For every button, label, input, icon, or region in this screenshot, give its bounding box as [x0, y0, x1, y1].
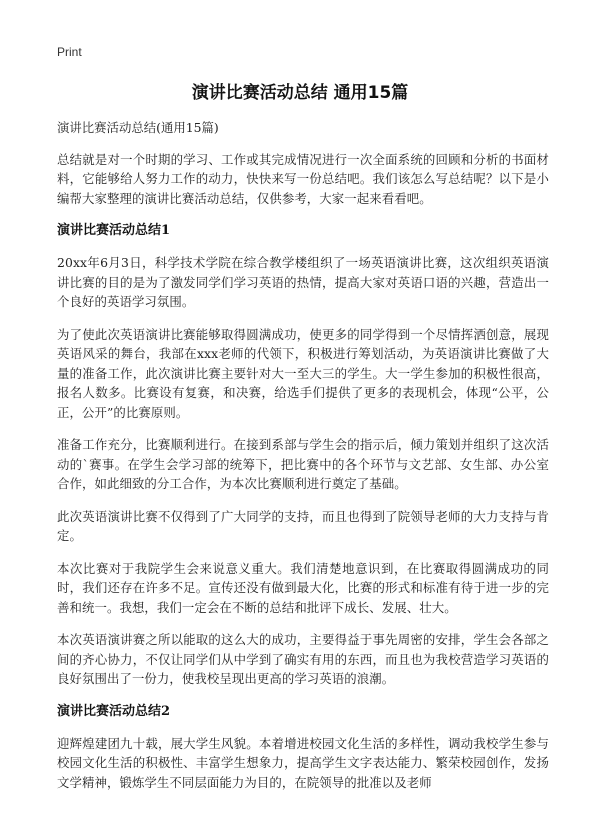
- section-paragraph: 此次英语演讲比赛不仅得到了广大同学的支持，而且也得到了院领导老师的大力支持与肯定。: [57, 508, 549, 543]
- article-body: [57, 118, 549, 805]
- section-paragraph: 为了使此次英语演讲比赛能够取得圆满成功，使更多的同学得到一个尽情挥洒创意，展现英语风采的舞台，我部在xxx老师的代领下，积极进行筹划活动，为英语演讲比赛做了大量的准备工作，此次演讲比赛主要针对大一至大三的学生。大一学生参加的积极性很高，报名人数多。比赛设有复赛，和决赛，给选手们提供了更多的表现机会，体现“公平，公正，公开”的比赛原则。: [57, 326, 549, 420]
- page-title: 演讲比赛活动总结 通用15篇: [191, 83, 409, 103]
- article-subtitle: 演讲比赛活动总结(通用15篇): [57, 120, 219, 135]
- section-heading: 演讲比赛活动总结2: [57, 703, 171, 719]
- section-paragraph: 准备工作充分，比赛顺利进行。在接到系部与学生会的指示后，倾力策划并组织了这次活动的`赛事。在学生会学习部的统筹下，把比赛中的各个环节与文艺部、女生部、办公室合作，如此细致的分工合作，为本次比赛顺利进行奠定了基础。: [57, 437, 549, 491]
- section-heading: 演讲比赛活动总结1: [57, 223, 171, 238]
- intro-paragraph: 总结就是对一个时期的学习、工作或其完成情况进行一次全面系统的回顾和分析的书面材料，它能够给人努力工作的动力，快快来写一份总结吧。我们该怎么写总结呢？以下是小编帮大家整理的演讲比赛活动总结，仅供参考，大家一起来看看吧。: [57, 151, 549, 206]
- section-paragraph: 迎辉煌建团九十载，展大学生风貌。本着增进校园文化生活的多样性，调动我校学生参与校园文化生活的积极性、丰富学生想象力，提高学生文字表达能力、繁荣校园创作，发扬文学精神，锻炼学生不同层面能力为目的，在院领导的批准以及老师: [57, 735, 549, 790]
- print-link[interactable]: Print: [57, 45, 82, 59]
- section-paragraph: 本次英语演讲赛之所以能取的这么大的成功，主要得益于事先周密的安排，学生会各部之间的齐心协力，不仅让同学们从中学到了确实有用的东西，而且也为我校营造学习英语的良好氛围出了一份力，使我校呈现出更高的学习英语的浪潮。: [57, 632, 549, 686]
- section-paragraph: 本次比赛对于我院学生会来说意义重大。我们清楚地意识到，在比赛取得圆满成功的同时，我们还存在许多不足。宣传还没有做到最大化，比赛的形式和标准有待于进一步的完善和统一。我想，我们一定会在不断的总结和批评下成长、发展、壮大。: [57, 560, 549, 615]
- section-paragraph: 20xx年6月3日，科学技术学院在综合教学楼组织了一场英语演讲比赛，这次组织英语演讲比赛的目的是为了激发同学们学习英语的热情，提高大家对英语口语的兴趣，营造出一个良好的英语学习氛围。: [57, 255, 549, 309]
